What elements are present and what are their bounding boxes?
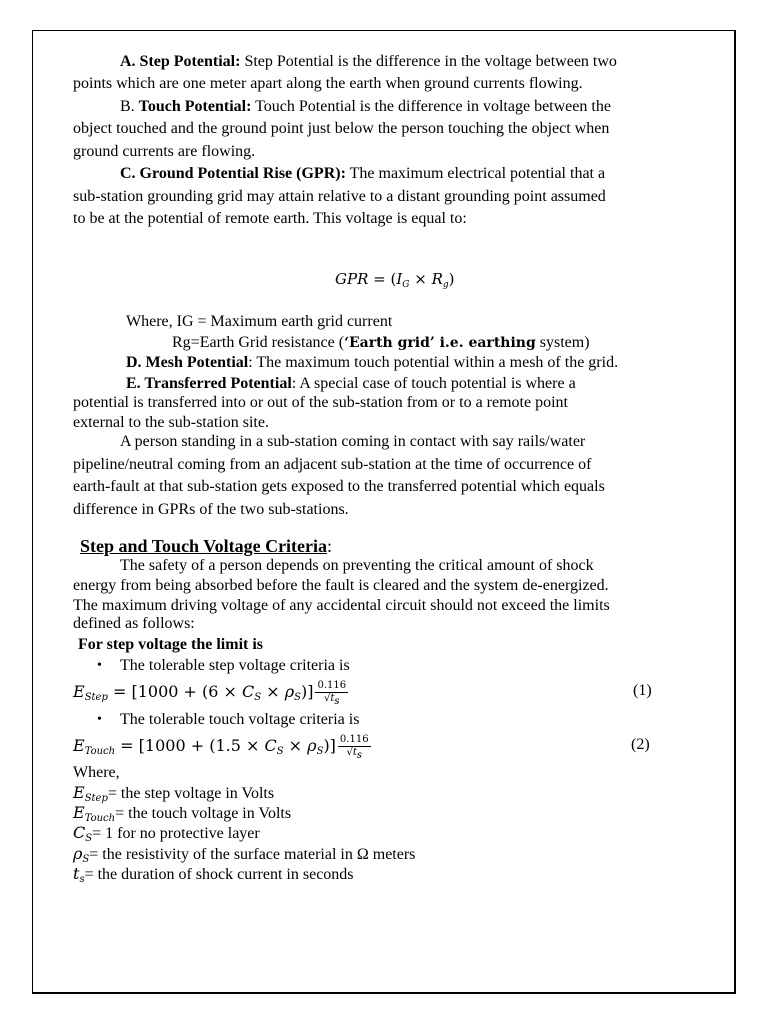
touch-potential-label: Touch Potential: xyxy=(138,98,252,115)
where-label: Where, xyxy=(73,764,120,781)
step-limit-heading: For step voltage the limit is xyxy=(78,636,264,653)
equation-touch: $E_{Touch} = [1000 + (1.5 \times C_S \times \rho_S)]$ $\frac{0.116}{√t_s}$ xyxy=(73,734,369,761)
bullet-1-text: The tolerable step voltage criteria is xyxy=(120,657,350,674)
para-d-line: D. Mesh Potential: The maximum touch potential within a mesh of the grid. xyxy=(126,354,619,371)
safety-para-line-4: defined as follows: xyxy=(73,615,195,632)
bullet-dot-2: • xyxy=(97,712,102,727)
para-e-line-1: E. Transferred Potential: A special case of touch potential is where a xyxy=(126,375,576,392)
fraction-step: $\frac{0.116}{√t_s}$ xyxy=(317,680,347,707)
para-c-line-3: to be at the potential of remote earth. This voltage is equal to: xyxy=(73,210,467,227)
bullet-2-text: The tolerable touch voltage criteria is xyxy=(120,711,360,728)
para-e-line-2: potential is transferred into or out of the sub-station from or to a remote point xyxy=(73,394,568,411)
safety-para-line-2: energy from being absorbed before the fault is cleared and the system de-energized. xyxy=(73,577,609,594)
step-potential-label: A. Step Potential: xyxy=(120,53,241,70)
person-para-line-2: pipeline/neutral coming from an adjacent sub-station at the time of occurrence of xyxy=(73,456,592,473)
para-a-line-1: A. Step Potential: Step Potential is the difference in the voltage between two xyxy=(120,53,617,70)
section-heading: Step and Touch Voltage Criteria: xyxy=(80,536,333,556)
def-touch: $E_{Touch}=$ the touch voltage in Volts xyxy=(73,803,292,824)
rg-line: Rg=Earth Grid resistance (‘Earth grid’ i.e. earthing system) xyxy=(172,334,590,351)
def-cs: $C_S= 1$ for no protective layer xyxy=(73,823,260,844)
bullet-dot-1: • xyxy=(97,658,102,673)
transferred-potential-label: E. Transferred Potential xyxy=(126,375,292,392)
mesh-potential-label: D. Mesh Potential xyxy=(126,354,249,371)
where-ig-line: Where, IG = Maximum earth grid current xyxy=(126,313,393,330)
para-b-line-2: object touched and the ground point just below the person touching the object when xyxy=(73,120,610,137)
person-para-line-4: difference in GPRs of the two sub-stations. xyxy=(73,501,349,518)
person-para-line-3: earth-fault at that sub-station gets exposed to the transferred potential which equals xyxy=(73,478,605,495)
equation-step: $E_{Step} = [1000 + (6 \times C_S \times \rho_S)]$ $\frac{0.116}{√t_s}$ xyxy=(73,680,347,707)
equation-number-1: (1) xyxy=(633,682,652,699)
person-para-line-1: A person standing in a sub-station coming in contact with say rails/water xyxy=(120,433,586,450)
para-c-line-2: sub-station grounding grid may attain relative to a distant grounding point assumed xyxy=(73,188,606,205)
gpr-formula: GPR = $(I_G \times R_g)$ xyxy=(335,270,455,290)
def-step: $E_{Step}=$ the step voltage in Volts xyxy=(73,783,275,804)
def-rho: $\rho_S=$ the resistivity of the surface material in Ω meters xyxy=(73,844,416,865)
para-b-line-1: B. Touch Potential: Touch Potential is the difference in voltage between the xyxy=(120,98,611,115)
para-b-line-3: ground currents are flowing. xyxy=(73,143,256,160)
equation-number-2: (2) xyxy=(631,736,650,753)
safety-para-line-1: The safety of a person depends on preventing the critical amount of shock xyxy=(120,557,594,574)
gpr-label: C. Ground Potential Rise (GPR): xyxy=(120,165,346,182)
para-e-line-3: external to the sub-station site. xyxy=(73,414,269,431)
safety-para-line-3: The maximum driving voltage of any accidental circuit should not exceed the limits xyxy=(73,597,610,614)
para-a-line-2: points which are one meter apart along the earth when ground currents flowing. xyxy=(73,75,583,92)
para-c-line-1: C. Ground Potential Rise (GPR): The maximum electrical potential that a xyxy=(120,165,606,182)
def-ts: $t_s=$ the duration of shock current in seconds xyxy=(73,864,354,885)
fraction-touch: $\frac{0.116}{√t_s}$ xyxy=(339,734,369,761)
